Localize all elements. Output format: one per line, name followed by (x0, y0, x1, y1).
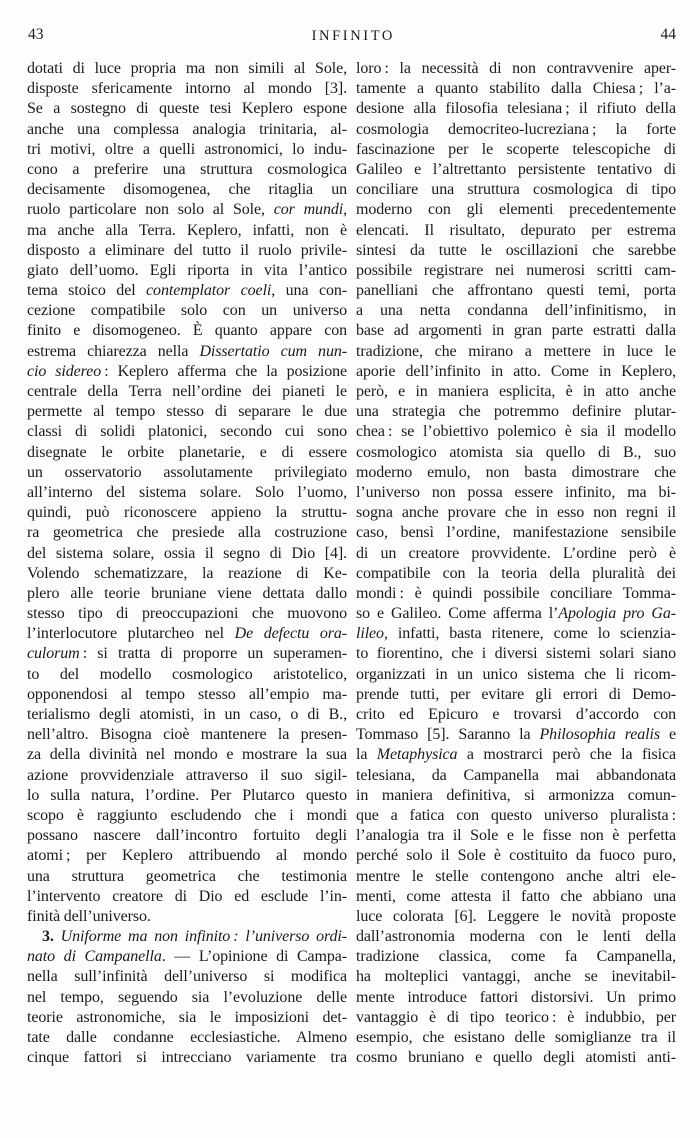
text-segment: za della divinità nel mondo e mostrare la sua (27, 746, 347, 764)
italic-text: De defectu ora- (234, 625, 347, 643)
italic-text: culorum (27, 645, 80, 663)
text-line (356, 99, 676, 119)
text-segment: tradizione, che mirano a mettere in luce le (356, 342, 676, 360)
text-segment: elencati. Il risultato, depurato per estrema (356, 221, 676, 239)
text-line (356, 321, 676, 341)
text-segment: nel tempo, seguendo sia l’evoluzione delle (27, 988, 347, 1006)
italic-text: Metaphysica (376, 746, 458, 764)
text-line (356, 463, 676, 483)
text-segment: moderno emulo, non basta dimostrare che (356, 463, 676, 481)
text-segment: aporie dell’infinito in atto. Come in Keplero, (356, 362, 676, 380)
text-line (27, 624, 347, 644)
text-segment: panelliani che affrontano questi temi, porta (356, 282, 676, 300)
text-segment: possibile registrare nei numerosi scritti cam- (356, 261, 676, 279)
text-line (356, 1048, 676, 1068)
text-segment: ma anche alla Terra. Keplero, infatti, non è (27, 221, 347, 239)
text-line (27, 907, 347, 927)
text-line (356, 988, 676, 1008)
text-line (27, 867, 347, 887)
text-line (27, 745, 347, 765)
text-segment: cinque fattori si intrecciano variamente tra (27, 1049, 347, 1067)
text-line (356, 301, 676, 321)
text-line (356, 907, 676, 927)
text-line (356, 200, 676, 220)
italic-text: nato di Campanella (27, 948, 162, 966)
text-line (356, 665, 676, 685)
text-line (27, 241, 347, 261)
text-line (356, 624, 676, 644)
text-line (27, 200, 347, 220)
text-line (27, 140, 347, 160)
text-segment: lo sulla natura, l’ordine. Per Plutarco questo (27, 786, 347, 804)
text-line (356, 584, 676, 604)
text-line (356, 1028, 676, 1048)
text-line (356, 725, 676, 745)
text-line (356, 120, 676, 140)
text-segment: desione alla filosofia telesiana ; il rifiuto della (356, 100, 676, 118)
text-segment: vantaggio è di tipo teorico : è indubbio, per (356, 1008, 676, 1026)
text-segment: moderno con gli elementi precedentemente (356, 201, 676, 219)
text-segment: del sistema solare, ossia il segno di Dio [4]. (27, 544, 347, 562)
text-segment: la (356, 746, 377, 764)
text-segment: Galileo e l’altrettanto persistente tentativo di (356, 160, 676, 178)
text-line (356, 786, 676, 806)
text-line (356, 644, 676, 664)
text-segment: luce colorata [6]. Leggere le novità proposte (356, 907, 676, 925)
text-segment: a mostrarci però che la fisica (457, 746, 676, 764)
text-segment: prende tutti, per evitare gli errori di Demo- (356, 685, 676, 703)
text-segment: di un creatore provvidente. L’ordine però è (356, 544, 676, 562)
text-segment: sintesi da tutte le oscillazioni che sarebbe (356, 241, 676, 259)
left-column (27, 59, 347, 1068)
text-line (27, 422, 347, 442)
text-line (27, 503, 347, 523)
text-segment: fascinazione per le scoperte telescopiche di (356, 140, 676, 158)
text-segment: estrema chiarezza nella (27, 342, 200, 360)
text-line (27, 705, 347, 725)
text-line (27, 826, 347, 846)
text-segment: caso, bensì l’ordine, manifestazione sensibile (356, 524, 676, 542)
text-segment: cosmo bruniano e quello degli atomisti anti- (356, 1049, 676, 1067)
text-segment: terialismo degli atomisti, in un caso, o di B., (27, 706, 347, 723)
text-line (27, 967, 347, 987)
text-segment: loro : la necessità di non contravvenire aper- (356, 60, 676, 77)
text-segment: que a fatica con questo universo pluralista : (356, 806, 676, 824)
text-segment: quindi, può riconoscere appieno la struttu- (27, 504, 347, 522)
text-line (356, 221, 676, 241)
text-segment: azione provvidenziale attraverso il suo sigil- (27, 766, 347, 784)
text-line (356, 59, 676, 79)
text-line (356, 967, 676, 987)
text-segment: finità dell’universo. (27, 907, 151, 925)
text-segment: nell’altro. Bisogna cioè mantenere la presen- (27, 726, 347, 744)
text-segment: ruolo particolare non solo al Sole, (27, 201, 274, 219)
text-line (27, 685, 347, 705)
text-line (356, 180, 676, 200)
text-line (27, 786, 347, 806)
text-segment: telesiana, da Campanella mai abbandonata (356, 766, 676, 784)
text-segment: : Keplero afferma che la posizione (101, 362, 347, 380)
section-heading-line (27, 927, 347, 947)
text-line (356, 443, 676, 463)
italic-text: Uniforme ma non infinito : l’universo ordi- (60, 928, 347, 946)
text-segment: , (343, 201, 347, 219)
text-segment: un osservatorio assolutamente privilegiato (27, 463, 347, 481)
text-line (356, 342, 676, 362)
text-line (356, 261, 676, 281)
text-line (27, 988, 347, 1008)
text-line (356, 503, 676, 523)
text-segment: mentre le stelle contengono anche altri ele- (356, 867, 676, 885)
text-line (27, 463, 347, 483)
text-line (27, 443, 347, 463)
text-segment: disposte sfericamente intorno al mondo [3]. (27, 80, 347, 98)
text-line (356, 544, 676, 564)
text-segment: ha molteplici vantaggi, anche se inevitabil- (356, 968, 676, 986)
text-segment: l’interlocutore plutarcheo nel (27, 625, 235, 643)
text-line (27, 544, 347, 564)
text-line (27, 483, 347, 503)
text-segment: dotati di luce propria ma non simili al Sole, (27, 60, 347, 77)
text-line (27, 160, 347, 180)
text-line (356, 604, 676, 624)
text-line (27, 1008, 347, 1028)
right-column (356, 59, 676, 1068)
text-line (356, 281, 676, 301)
text-segment: però, e in maniera esplicita, è in atto anche (356, 383, 676, 400)
italic-text: contemplator coeli (146, 282, 272, 300)
text-segment: Volendo schematizzare, la reazione di Ke- (27, 564, 347, 582)
text-segment: tri motivi, oltre a quelli astronomici, lo indu- (27, 140, 347, 158)
text-segment: disposto a eliminare del tutto il ruolo privile- (27, 241, 347, 259)
text-line (27, 766, 347, 786)
text-segment: a una netta condanna dell’infinitismo, in (356, 302, 676, 320)
text-line (27, 281, 347, 301)
italic-text: cio sidereo (27, 362, 102, 380)
italic-text: Philosophia realis (539, 726, 660, 744)
text-line (356, 806, 676, 826)
text-segment: sogna anche provare che in esso non regni il (356, 504, 676, 522)
page-number-left: 43 (28, 26, 44, 43)
text-line (27, 79, 347, 99)
text-line (356, 1008, 676, 1028)
text-segment: ra geometrica che presiede alla costruzione (27, 524, 347, 542)
text-segment: scopo è raggiunto escludendo che i mondi (27, 806, 347, 824)
text-line (356, 927, 676, 947)
text-segment: l’universo non possa essere infinito, ma bi- (356, 483, 676, 501)
text-segment: possano nascere dall’incontro fortuito degli (27, 827, 347, 845)
text-line (356, 362, 676, 382)
text-line (27, 947, 347, 967)
text-segment: dall’astronomia moderna con le lenti della (356, 928, 676, 946)
text-line (356, 79, 676, 99)
text-segment: tate dalle condanne ecclesiastiche. Almeno (27, 1029, 347, 1046)
text-segment: base ad argomenti in gran parte estratti dalla (356, 322, 676, 340)
text-segment: organizzati in un unico sistema che li ricom- (356, 665, 676, 683)
text-segment: compatibile con la teoria della pluralità dei (356, 564, 676, 582)
text-line (356, 705, 676, 725)
text-line (27, 523, 347, 543)
text-segment: esempio, che esistano delle somiglianze tra il (356, 1029, 676, 1046)
text-segment: una struttura geometrica che testimonia (27, 867, 347, 885)
text-line (27, 584, 347, 604)
text-line (356, 947, 676, 967)
text-line (356, 422, 676, 442)
text-segment: finito e disomogeneo. È quanto appare con (27, 322, 347, 340)
text-line (27, 221, 347, 241)
text-line (356, 241, 676, 261)
text-line (27, 261, 347, 281)
section-number: 3. (42, 928, 61, 946)
page-number-right: 44 (660, 26, 676, 43)
text-segment: tema stoico del (27, 282, 147, 300)
text-line (27, 665, 347, 685)
text-line (356, 402, 676, 422)
text-segment: permette al tempo stesso di separare le due (27, 403, 347, 421)
text-line (27, 1048, 347, 1068)
text-line (27, 604, 347, 624)
text-segment: opponendosi al tempo stesso all’empio ma- (27, 685, 347, 703)
text-segment: : si tratta di proporre un superamen- (79, 645, 347, 663)
text-line (27, 806, 347, 826)
text-segment: . — L’opinione di Campa- (161, 948, 347, 966)
italic-text: Apologia pro Ga- (558, 605, 676, 623)
text-line (356, 523, 676, 543)
text-segment: e (659, 726, 676, 744)
text-line (27, 846, 347, 866)
text-segment: in maniera definitiva, si armonizza comun- (356, 786, 676, 804)
text-segment: disegnate le orbite planetarie, e di essere (27, 443, 347, 461)
text-segment: mondi : è quindi possibile conciliare Tomma- (356, 584, 676, 602)
text-line (356, 766, 676, 786)
text-segment: centrale della Terra nell’ordine dei pianeti le (27, 383, 347, 400)
text-segment: tamente a quanto stabilito dalla Chiesa ; l’a- (356, 80, 676, 98)
text-columns (27, 59, 676, 1068)
text-segment: l’analogia tra il Sole e le fisse non è perfetta (356, 827, 676, 845)
text-segment: mente introduce fattori distorsivi. Un primo (356, 988, 676, 1006)
text-line (27, 342, 347, 362)
text-segment: decisamente disomogenea, che ritaglia un (27, 181, 347, 199)
text-segment: tradizione classica, come fa Campanella, (356, 948, 676, 966)
text-line (27, 887, 347, 907)
text-segment: menti, come attesta il fatto che abbiano una (356, 887, 676, 905)
text-segment: cosmologia democriteo-lucreziana ; la forte (356, 120, 676, 138)
italic-text: lileo (356, 625, 384, 643)
text-line (27, 402, 347, 422)
text-line (27, 301, 347, 321)
text-segment: l’intervento creatore di Dio ed esclude l’in- (27, 887, 347, 905)
text-segment: Tommaso [5]. Saranno la (356, 726, 540, 744)
text-segment: plero alle teorie bruniane viene dettata dallo (27, 584, 347, 602)
text-segment: nella sull’infinità dell’universo si modifica (27, 968, 347, 986)
text-segment: stesso tipo di preoccupazioni che muovono (27, 605, 347, 623)
text-line (356, 846, 676, 866)
text-line (27, 321, 347, 341)
text-line (356, 867, 676, 887)
text-line (356, 382, 676, 402)
text-segment: anche una complessa analogia trinitaria, al- (27, 120, 347, 138)
text-line (356, 483, 676, 503)
text-segment: perché solo il Sole è costituito da fuoco puro, (356, 847, 676, 865)
text-segment: so e Galileo. Come afferma l’ (356, 605, 559, 623)
text-segment: conciliare una struttura cosmologica di tipo (356, 181, 676, 199)
italic-text: Dissertatio cum nun- (199, 342, 347, 360)
text-segment: , infatti, basta ritenere, come lo scienzia- (383, 625, 676, 643)
text-segment: cono a preferire una struttura cosmologica (27, 160, 347, 178)
text-line (27, 1028, 347, 1048)
text-line (356, 160, 676, 180)
text-segment: chea : se l’obiettivo polemico è sia il modello (356, 423, 676, 441)
text-segment: cosmologico atomista sia quello di B., suo (356, 443, 676, 461)
text-line (27, 59, 347, 79)
text-segment: , una con- (271, 282, 347, 300)
text-line (27, 120, 347, 140)
text-segment: crito ed Epicuro e trovarsi d’accordo con (356, 706, 676, 723)
text-line (356, 140, 676, 160)
text-line (356, 826, 676, 846)
text-segment: to del modello cosmologico aristotelico, (27, 665, 347, 683)
running-title: INFINITO (311, 28, 395, 44)
text-line (27, 644, 347, 664)
text-segment: una strategia che potremmo definire plutar- (356, 403, 676, 421)
text-line (356, 745, 676, 765)
text-line (27, 180, 347, 200)
text-line (27, 725, 347, 745)
text-line (27, 564, 347, 584)
text-line (356, 685, 676, 705)
text-line (27, 99, 347, 119)
text-segment: to fiorentino, che i diversi sistemi solari siano (356, 645, 676, 663)
text-segment: all’interno del sistema solare. Solo l’uomo, (27, 483, 347, 501)
text-line (356, 564, 676, 584)
text-line (356, 887, 676, 907)
text-segment: atomi ; per Keplero attribuendo al mondo (27, 847, 347, 865)
text-segment: Se a sostegno di queste tesi Keplero espone (27, 100, 347, 118)
page-header (27, 25, 677, 47)
text-line (27, 362, 347, 382)
text-line (27, 382, 347, 402)
italic-text: cor mundi (273, 201, 344, 219)
text-segment: classi di solidi platonici, secondo cui sono (27, 423, 347, 441)
text-segment: cezione compatibile solo con un universo (27, 302, 347, 320)
text-segment: teorie astronomiche, sia le imposizioni det- (27, 1008, 347, 1026)
text-segment: giato dell’uomo. Egli riporta in vita l’antico (27, 261, 347, 279)
